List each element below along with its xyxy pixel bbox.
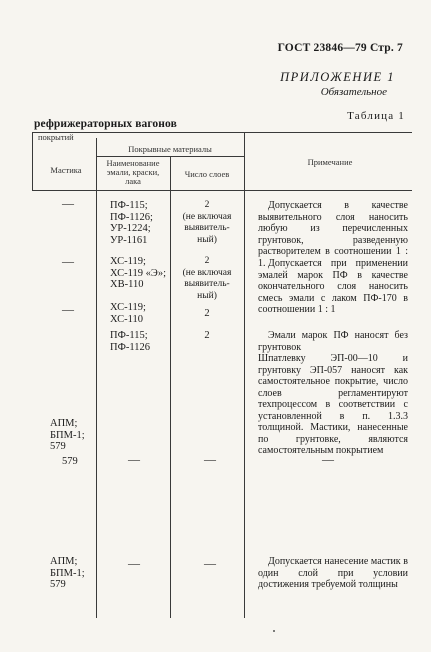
appendix-subtitle: Обязательное (320, 86, 387, 98)
header-note: Примечание (307, 157, 353, 167)
header-mastic: Мастика (50, 165, 82, 175)
table-row-6-note: — (322, 452, 334, 466)
table-row-7-materials: — (128, 556, 140, 570)
page-header: ГОСТ 23846—79 Стр. 7 (277, 42, 403, 54)
appendix-title: ПРИЛОЖЕНИЕ 1 (280, 70, 395, 84)
table-row-6-mastic: 579 (62, 456, 78, 467)
table-row-2-note: Допускается при применении эмалей марок ПФ в качестве окончательного слоя наносить смесь эмали с лаком ПФ-170 в соотношении 1 : 1 (258, 258, 408, 315)
table-left-border (32, 132, 33, 190)
header-bottom-rule (32, 190, 412, 191)
table-top-rule (32, 132, 412, 133)
table-row-3-layers: 2 (204, 308, 210, 319)
table-row-6-layers: — (204, 452, 216, 466)
column-divider-mastic (96, 138, 97, 618)
table-row-3-mastic: — (62, 302, 74, 316)
table-row-4-layers: 2 (204, 330, 210, 341)
table-row-7-note: Допускается нанесение мастик в один слой при условии достижения требуемой толщины (258, 556, 408, 590)
header-materials-group: Покрывные материалы (128, 144, 212, 154)
header-material-name: Наименование эмали, краски, лака (106, 158, 160, 186)
table-row-4-materials: ПФ-115; ПФ-1126 (110, 330, 150, 353)
table-row-6-materials: — (128, 452, 140, 466)
table-row-2-materials: ХС-119; ХС-119 «Э»; ХВ-110 (110, 256, 167, 290)
table-row-1-mastic: — (62, 196, 74, 210)
table-row-1-note: Допускается в качестве выявительного слоя наносить любую из перечисленных грунтовок, разведенную растворителем в соотношении 1 : 1. (258, 200, 408, 269)
table-row-2-mastic: — (62, 254, 74, 268)
table-row-7-mastic: АПМ; БПМ-1; 579 (50, 556, 85, 590)
document-caption: рефрижераторных вагонов (34, 118, 177, 130)
header-top-left: покрытий (38, 132, 74, 142)
column-divider-layers (244, 132, 245, 618)
table-row-1-materials: ПФ-115; ПФ-1126; УР-1224; УР-1161 (110, 200, 153, 246)
table-row-7-layers: — (204, 556, 216, 570)
table-row-3-materials: ХС-119; ХС-110 (110, 302, 146, 325)
column-divider-materials (170, 156, 171, 618)
table-row-2-layers: 2 (не включая выявитель- ный) (182, 256, 232, 301)
table-label: Таблица 1 (347, 110, 405, 122)
header-layers: Число слоев (184, 169, 230, 179)
table-row-4-note: Эмали марок ПФ наносят без грунтовок Шпатлевку ЭП-00—10 и грунтовку ЭП-057 наносят как самостоятельное покрытие, число слоев регламентируют техпроцессом в соответствии с установленной в п. 1.3.3 толщиной. Мастики, нанесенные по грунтовке, являются самостоятельным покрытием (258, 330, 408, 456)
table-row-1-layers: 2 (не включая выявитель- ный) (182, 200, 232, 245)
table-row-5-mastic: АПМ; БПМ-1; 579 (50, 418, 85, 452)
scan-speck (273, 630, 275, 632)
